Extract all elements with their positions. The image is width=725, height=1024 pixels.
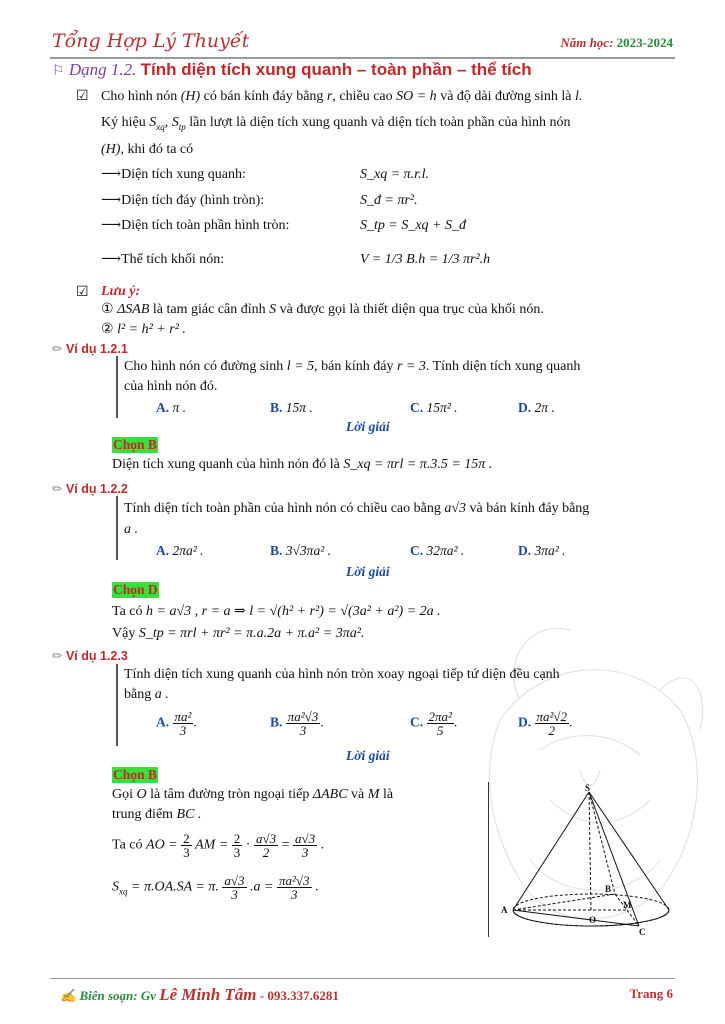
question-line: Tính diện tích toàn phần của hình nón có chiều cao bằng a√3 và bán kính đáy bằng [124, 501, 590, 516]
vertex-b: B [605, 884, 612, 894]
intro-line-3: (H), khi đó ta có [101, 142, 194, 157]
solution-line: Diện tích xung quanh của hình nón đó là S_xq = πrl = π.3.5 = 15π . [112, 457, 493, 472]
header-year [560, 35, 673, 51]
option-c: C. 15π² . [410, 400, 458, 415]
question-line: a . [124, 522, 138, 537]
page-number: Trang 6 [629, 986, 673, 1001]
option-a: A. $\frac{\text{πa²}}{3}$ . [156, 709, 197, 738]
section-heading [52, 60, 532, 80]
solution-label: Lời giải [346, 564, 390, 579]
option-c: C. 32πa² . [410, 543, 465, 558]
vertex-s: S [585, 783, 591, 793]
flag-icon: ⚐ [52, 63, 65, 79]
solution-line: Ta có AO = $\frac{2}{3}$ AM = $\frac{2}{3}$ · $\frac{a√3}{2}$ = $\frac{a√3}{3}$ . [112, 831, 325, 860]
formula-row: ⟶Diện tích xung quanh: [101, 167, 246, 182]
solution-line: Gọi O là tâm đường tròn ngoại tiếp ΔABC và M là [112, 787, 394, 802]
solution-line: trung điểm BC . [112, 807, 202, 822]
checkbox-icon: ☑ [76, 284, 89, 300]
formula-row: ⟶Diện tích đáy (hình tròn): [101, 193, 265, 208]
example-label: ✏ Ví dụ 1.2.3 [52, 649, 128, 663]
footer-author: ✍ Biên soạn: Gv Lê Minh Tâm - 093.337.6281 [60, 985, 339, 1004]
question-line: Tính diện tích xung quanh của hình nón tròn xoay ngoại tiếp tứ diện đều cạnh [124, 667, 560, 682]
formula-expr: S_đ = πr². [360, 193, 418, 208]
note-line-2: ② l² = h² + r² . [101, 322, 186, 337]
option-d: D. 3πa² . [518, 543, 566, 558]
example-label: ✏ Ví dụ 1.2.1 [52, 342, 128, 356]
example-label: ✏ Ví dụ 1.2.2 [52, 482, 128, 496]
year-label: Năm học: [560, 35, 614, 50]
pencil-icon: ✏ [52, 649, 63, 663]
question-line: của hình nón đó. [124, 379, 218, 394]
option-b: B. $\frac{\text{πa²√3}}{3}$ . [270, 709, 324, 738]
option-c: C. $\frac{\text{2πa²}}{5}$ . [410, 709, 458, 738]
vertex-m: M [623, 900, 632, 910]
quill-icon: ✍ [60, 988, 77, 1003]
solution-line: Vậy S_tp = πrl + πr² = π.a.2a + π.a² = 3πa². [112, 626, 365, 641]
header-title: Tổng Hợp Lý Thuyết [52, 30, 250, 52]
figure-divider [488, 782, 489, 937]
arrow-icon: ⟶ [101, 218, 122, 233]
cone-figure [495, 782, 695, 942]
year-value: 2023-2024 [616, 35, 673, 50]
question-bar [116, 496, 118, 560]
footer-divider [50, 978, 675, 979]
question-bar [116, 356, 118, 418]
header-divider [50, 57, 675, 59]
arrow-icon: ⟶ [101, 252, 122, 267]
option-b: B. 15π . [270, 400, 313, 415]
arrow-icon: ⟶ [101, 193, 122, 208]
pencil-icon: ✏ [52, 482, 63, 496]
vertex-c: C [639, 927, 646, 937]
section-number: Dạng 1.2. [68, 60, 137, 79]
pencil-icon: ✏ [52, 342, 63, 356]
choice-badge: Chọn D [113, 582, 158, 597]
option-d: D. 2π . [518, 400, 555, 415]
vertex-a: A [501, 905, 508, 915]
option-a: A. π . [156, 400, 187, 415]
solution-label: Lời giải [346, 419, 390, 434]
vertex-o: O [589, 915, 597, 925]
section-title: Tính diện tích xung quanh – toàn phần – thể tích [140, 60, 532, 79]
option-a: A. 2πa² . [156, 543, 204, 558]
formula-expr: S_tp = S_xq + S_đ [360, 218, 466, 233]
formula-expr: S_xq = π.r.l. [360, 167, 429, 182]
arrow-icon: ⟶ [101, 167, 122, 182]
checkbox-icon: ☑ [76, 88, 89, 104]
intro-line-2: Ký hiệu $S_{xq}$, $S_{tp}$ lần lượt là diện tích xung quanh và diện tích toàn phần của hình nón [101, 115, 571, 132]
formula-row: ⟶Diện tích toàn phần hình tròn: [101, 218, 290, 233]
formula-row: ⟶Thể tích khối nón: [101, 252, 225, 267]
choice-badge: Chọn B [113, 767, 157, 782]
solution-line: $S_{xq} = \pi.OA.SA = \pi$. $\frac{a√3}{3}$ .a = $\frac{\text{πa²√3}}{3}$ . [112, 873, 319, 902]
solution-line: Ta có h = a√3 , r = a ⇒ l = √(h² + r²) = √(3a² + a²) = 2a . [112, 604, 441, 619]
formula-expr: V = 1/3 B.h = 1/3 πr².h [360, 252, 491, 267]
option-d: D. $\frac{\text{πa²√2}}{2}$ . [518, 709, 573, 738]
question-bar [116, 664, 118, 746]
option-b: B. 3√3πa² . [270, 543, 331, 558]
solution-label: Lời giải [346, 748, 390, 763]
choice-badge: Chọn B [113, 437, 157, 452]
intro-line-1: Cho hình nón (H) có bán kính đáy bằng r, chiều cao SO = h và độ dài đường sinh là l. [101, 89, 583, 104]
note-title: Lưu ý: [101, 284, 141, 299]
question-line: bằng a . [124, 687, 169, 702]
note-line-1: ① ΔSAB là tam giác cân đỉnh S và được gọi là thiết diện qua trục của khối nón. [101, 302, 544, 317]
question-line: Cho hình nón có đường sinh l = 5, bán kính đáy r = 3. Tính diện tích xung quanh [124, 359, 581, 374]
